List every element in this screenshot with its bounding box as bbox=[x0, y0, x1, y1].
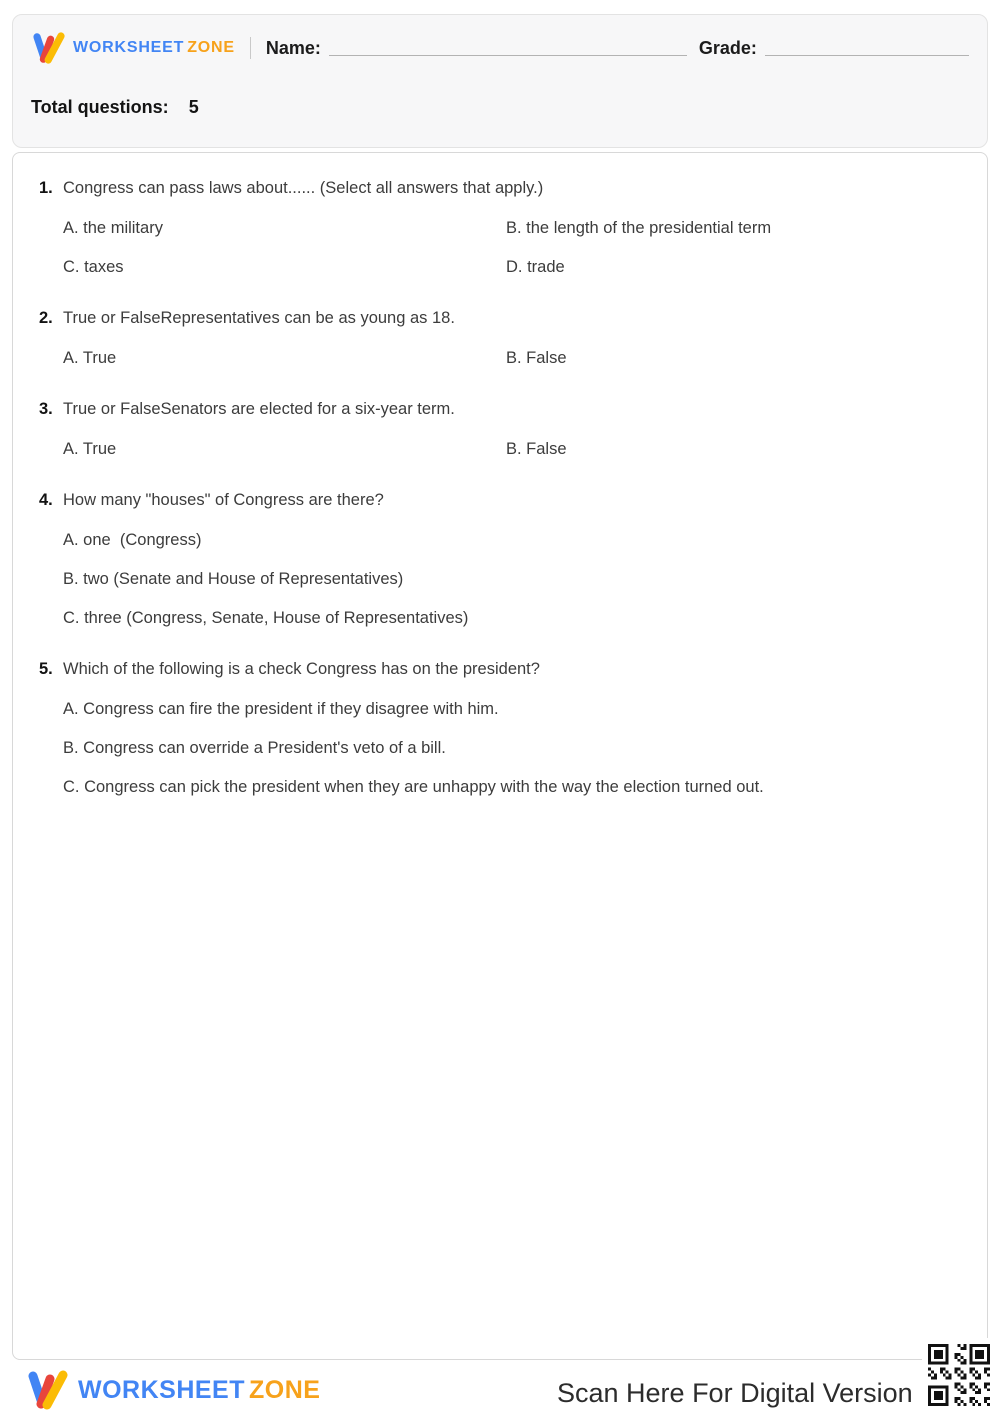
question-number: 4. bbox=[39, 491, 53, 509]
footer-brand-logo bbox=[25, 1370, 320, 1410]
question-head bbox=[39, 489, 957, 511]
question-head bbox=[39, 398, 957, 420]
footer bbox=[0, 1368, 1000, 1414]
question-block bbox=[39, 398, 957, 460]
question-options bbox=[63, 347, 957, 369]
questions-panel bbox=[12, 152, 988, 1360]
question-text: True or FalseSenators are elected for a six-year term. bbox=[63, 400, 455, 418]
total-questions-label: Total questions: bbox=[31, 97, 169, 117]
answer-option: A. True bbox=[63, 349, 117, 367]
header-box bbox=[12, 14, 988, 148]
question-text: True or FalseRepresentatives can be as young as 18. bbox=[63, 309, 455, 327]
brand-logo bbox=[31, 32, 235, 64]
header-row bbox=[31, 15, 969, 75]
questions-list bbox=[39, 177, 957, 798]
brand-word-worksheet: WORKSHEET bbox=[73, 39, 185, 56]
answer-option: A. True bbox=[63, 440, 117, 458]
answer-option: A. the military bbox=[63, 219, 163, 237]
question-block bbox=[39, 489, 957, 629]
worksheetzone-logo-icon bbox=[31, 32, 67, 64]
question-number: 1. bbox=[39, 179, 53, 197]
question-text: Congress can pass laws about...... (Select all answers that apply.) bbox=[63, 179, 544, 197]
brand-word-zone: ZONE bbox=[187, 39, 235, 56]
question-head bbox=[39, 177, 957, 199]
answer-option: B. False bbox=[506, 440, 567, 458]
question-head bbox=[39, 307, 957, 329]
question-options bbox=[63, 698, 957, 798]
brand-word-worksheet: WORKSHEET bbox=[78, 1375, 245, 1404]
grade-input-line[interactable] bbox=[765, 41, 969, 56]
answer-option: C. Congress can pick the president when they are unhappy with the way the election turned out. bbox=[63, 778, 764, 796]
answer-option: C. taxes bbox=[63, 258, 124, 276]
question-head bbox=[39, 658, 957, 680]
question-number: 5. bbox=[39, 660, 53, 678]
answer-option: B. two (Senate and House of Representatives) bbox=[63, 570, 404, 588]
question-block bbox=[39, 658, 957, 798]
question-number: 2. bbox=[39, 309, 53, 327]
answer-option: D. trade bbox=[506, 258, 565, 276]
answer-option: C. three (Congress, Senate, House of Representatives) bbox=[63, 609, 469, 627]
brand-word-zone: ZONE bbox=[249, 1375, 321, 1404]
question-options bbox=[63, 438, 957, 460]
question-text: Which of the following is a check Congress has on the president? bbox=[63, 660, 540, 678]
qr-code bbox=[922, 1338, 995, 1412]
answer-option: B. the length of the presidential term bbox=[506, 219, 772, 237]
worksheetzone-logo-icon bbox=[25, 1370, 71, 1410]
total-questions-value: 5 bbox=[188, 97, 199, 117]
grade-label: Grade: bbox=[698, 37, 757, 58]
question-options bbox=[63, 217, 957, 278]
header-separator bbox=[250, 37, 251, 59]
qr-code-icon bbox=[928, 1344, 990, 1406]
question-block bbox=[39, 307, 957, 369]
scan-here-text: Scan Here For Digital Version bbox=[557, 1378, 913, 1408]
answer-option: A. one (Congress) bbox=[63, 531, 202, 549]
name-input-line[interactable] bbox=[329, 41, 687, 56]
total-questions-row bbox=[31, 97, 969, 118]
answer-option: B. Congress can override a President's veto of a bill. bbox=[63, 739, 446, 757]
question-number: 3. bbox=[39, 400, 53, 418]
name-label: Name: bbox=[265, 37, 321, 58]
question-text: How many "houses" of Congress are there? bbox=[63, 491, 384, 509]
answer-option: B. False bbox=[506, 349, 567, 367]
answer-option: A. Congress can fire the president if they disagree with him. bbox=[63, 700, 499, 718]
question-block bbox=[39, 177, 957, 278]
question-options bbox=[63, 529, 957, 629]
